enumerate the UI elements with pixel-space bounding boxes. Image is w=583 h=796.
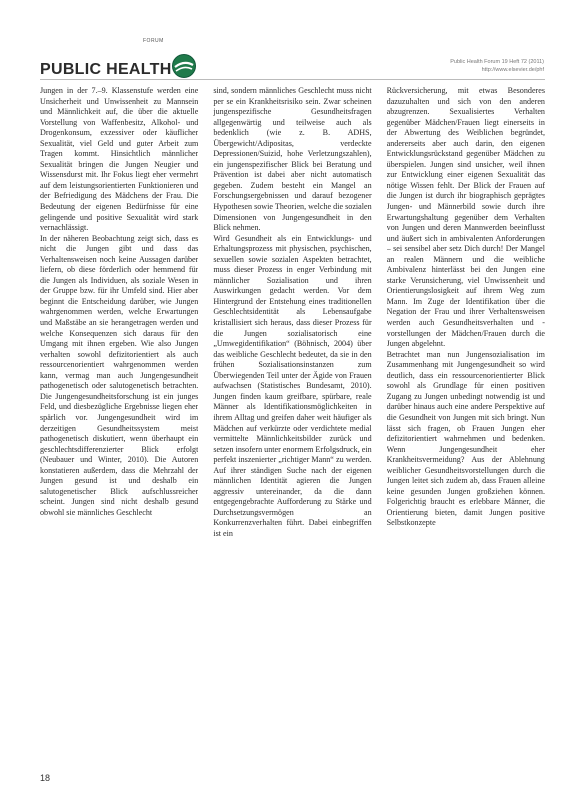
header-rule [40, 79, 545, 80]
paragraph: Rückversicherung, mit etwas Besonderes dazuzuhalten und sich von den anderen abzugrenzen. Sexualisiertes Verhalten gegenüber Mädchen/Frauen liegt einerseits in der Abwertung des Weiblichen begründet, andererseits aber auch darin, den eigenen Entwicklungsrückstand gegenüber Mädchen zu überspielen. Jungen sind unsicher, weil ihnen zur Entwicklung einer eigenen Sexualität das nötige Wissen fehlt. Der Blick der Frauen auf die Jungen ist durch ihr biographisch geprägtes Jungen- und Männerbild sowie durch ihre Erwartungshaltung gegenüber dem Verhalten von Jungen und deren Mannwerden beeinflusst und äußert sich in ambivalenten Anforderungen – sei sensibel aber setz Dich durch! Der Mangel an realen Männern und die weibliche Ambivalenz hinterlässt bei den Jungen eine starke Verunsicherung, viel Unwissenheit und Orientierungslosigkeit auf ihrem Weg zum Mann. Im Zuge der Identifikation über die Negation der Frau und ihrer Verhaltensweisen werden auch Gesundheitsverhalten und -vorstellungen der Mädchen/Frauen durch die Jungen abgelehnt. [386, 86, 545, 349]
journal-reference [450, 58, 544, 74]
paragraph: sind, sondern männliches Geschlecht muss nicht per se ein Krankheitsrisiko sein. Zwar scheinen jungenspezifische Gesundheitsfragen allgegenwärtig und teilweise auch als bedenklich (wie z. B. ADHS, Übergewicht/Adipositas, verdeckte Depressionen/Suizid, hohe Verletzungszahlen), ein jungenspezifischer Blick bei Beratung und Prävention ist dabei aber nicht automatisch gegeben. Zudem besteht ein Mangel an Forschungsergebnissen und darauf bezogener Hypothesen sowie Theorien, welche die sozialen Dimensionen von Jungengesundheit in den Blick nehmen. [213, 86, 372, 233]
text-column-1 [40, 86, 198, 778]
journal-citation: Public Health Forum 19 Heft 72 (2011) [450, 59, 544, 65]
page-header [0, 0, 583, 90]
page-number: 18 [40, 773, 51, 783]
text-column-3 [387, 86, 545, 778]
journal-logo [40, 38, 172, 78]
article-body [40, 86, 545, 778]
text-column-2 [213, 86, 371, 778]
journal-url: http://www.elsevier.de/phf [481, 67, 544, 73]
logo-superscript: FORUM [143, 38, 164, 44]
logo-mark-icon [171, 53, 197, 79]
paragraph: In der näheren Beobachtung zeigt sich, dass es nicht die Jungen gibt und dass das Verhaltensweisen noch keine Aussagen darüber liefern, ob diese förderlich oder hemmend für die Jungen als Individuen, als soziale Wesen in der Gruppe bzw. für ihr Umfeld sind. Hier aber beginnt die Entscheidung darüber, wie Jungen wahrgenommen werden, welche Erwartungen und Maßstäbe an sie herangetragen werden und welche Konsequenzen sich daraus für den Umgang mit ihnen ergeben. Wie also Jungen verhalten sowohl defizitorientiert als auch ressourcenorientiert wahrgenommen werden kann, vermag man auch Jungengesundheit pathogenetisch oder salutogenetisch betrachten. Die Jungengesundheitsforschung ist ein junges Feld, und diesbezügliche Ergebnisse liegen eher spärlich vor. Jungengesundheit wird im derzeitigen Gesundheitssystem meist pathogenetisch diskutiert, wenn überhaupt ein geschlechtsdifferenzierter Blick erfolgt (Neubauer und Winter, 2010). Die Autoren konstatieren außerdem, dass die Mehrzahl der Jungen gesund ist und deshalb ein salutogenetischer Blick aufschlussreicher scheint. Jungen sind nicht deshalb gesund obwohl sie männliches Geschlecht [40, 233, 199, 517]
paragraph: Betrachtet man nun Jungensozialisation im Zusammenhang mit Jungengesundheit so wird deutlich, dass ein ressourcenorientierter Blick sowohl als Grundlage für einen positiven Zugang zu Jungen unbedingt notwendig ist und darüber hinaus auch eine andere Perspektive auf die Gesundheit von Jungen mit sich bringt. Nun lässt sich fragen, ob Frauen Jungen eher defizitorientiert wahrnehmen und bedenken. Wenn Jungengesundheit eher Krankheitsvermeidung? Aus der Ablehnung weiblicher Gesundheitsvorstellungen durch die Jungen leitet sich zudem ab, dass Frauen alleine keine gesunden Jungen großziehen können. Folgerichtig braucht es erlebbare Männer, die Orientierung bieten, damit Jungen positive Selbstkonzepte [386, 349, 545, 528]
paragraph: Wird Gesundheit als ein Entwicklungs- und Erhaltungsprozess mit physischen, psychischen, sexuellen sowie sozialen Aspekten betrachtet, muss dieser Prozess in enger Verbindung mit männlicher Sozialisation und ihren Auswirkungen gedacht werden. Vor dem Hintergrund der Entstehung eines traditionellen Geschlechtsidentität als Lebensaufgabe kristallisiert sich heraus, dass dieser Prozess für die Jungen sozialisatorisch eine „Umwegidentifikation“ (Böhnisch, 2004) über das weibliche Geschlecht bedeutet, da sie in den frühen Sozialisationsinstanzen zum Überwiegenden Teil unter der Ägide von Frauen aufwachsen (Statistisches Bundesamt, 2010). Jungen finden kaum greifbare, spürbare, reale Männer als Identifikationsmöglichkeiten in ihrem Alltag und greifen daher weit häufiger als Mädchen auf verkürzte oder verdichtete medial vermittelte Männlichkeitsbilder zurück und setzen insofern unter enormem Erfolgsdruck, ein perfekt inszenierter „richtiger Mann“ zu werden. Auf ihrer ständigen Suche nach der eigenen männlichen Identität agieren die Jungen aggressiv untereinander, da die dann entgegengebrachte Aufforderung zu Stärke und Durchsetzungsvermögen an Konkurrenzverhalten führt. Dabei einbegriffen ist ein [213, 233, 372, 538]
logo-text: PUBLIC HEALTH [40, 61, 172, 78]
paragraph: Jungen in der 7.–9. Klassenstufe werden eine Unsicherheit und Unwissenheit zu Mannsein und Männlichkeit auf, die über die aktuelle Vorstellung von Waffenbesitz, Alkohol- und Drogenkonsum, exzessiver oder käuflicher Sexualität, viel Geld und guter Arbeit zum Tragen kommt. Hinsichtlich männlicher Sexualität bringen die Jungen Neugier und Wissensdurst mit. Ihr Fokus liegt eher vermehrt auf dem leistungsorientierten Funktionieren und der Befriedigung des Mädchens der Frau. Die Bedeutung der eigenen Bedürfnisse für eine gelingende und positive Sexualität wird stark vernachlässigt. [40, 86, 199, 233]
